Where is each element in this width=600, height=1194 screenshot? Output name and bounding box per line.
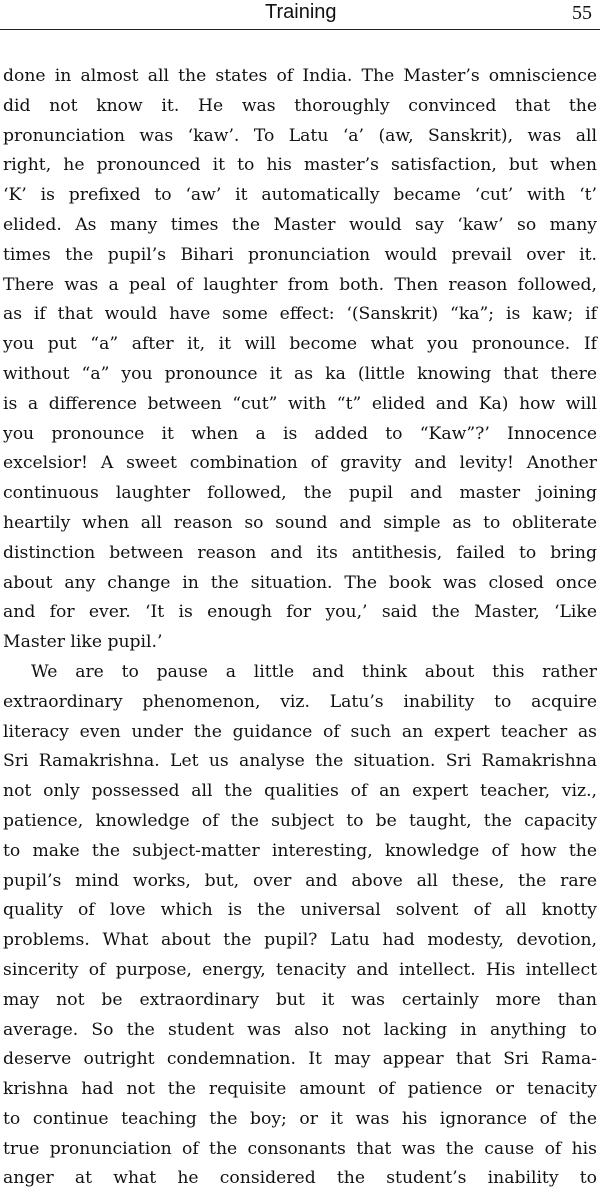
text-line: quality of love which is the universal solvent of all knotty bbox=[3, 900, 597, 921]
text-line: as if that would have some effect: ‘(Sanskrit) “ka”; is kaw; if bbox=[3, 304, 597, 325]
text-line: Sri Ramakrishna. Let us analyse the situation. Sri Ramakrishna bbox=[3, 751, 597, 772]
text-line: literacy even under the guidance of such an expert teacher as bbox=[3, 721, 597, 742]
text-line: to continue teaching the boy; or it was his ignorance of the bbox=[3, 1108, 597, 1129]
page-number: 55 bbox=[572, 2, 592, 24]
text-line: ‘K’ is prefixed to ‘aw’ it automatically became ‘cut’ with ‘t’ bbox=[3, 185, 597, 206]
text-line: deserve outright condemnation. It may appear that Sri Rama- bbox=[3, 1049, 597, 1070]
text-line: continuous laughter followed, the pupil and master joining bbox=[3, 483, 597, 504]
text-line: elided. As many times the Master would say ‘kaw’ so many bbox=[3, 214, 597, 235]
text-line: you put “a” after it, it will become what you pronounce. If bbox=[3, 334, 597, 355]
text-line: to make the subject-matter interesting, knowledge of how the bbox=[3, 840, 597, 861]
text-line: may not be extraordinary but it was certainly more than bbox=[3, 989, 597, 1010]
text-line: krishna had not the requisite amount of patience or tenacity bbox=[3, 1079, 597, 1100]
text-line: true pronunciation of the consonants that was the cause of his bbox=[3, 1138, 597, 1159]
page-header bbox=[0, 0, 600, 30]
text-line: average. So the student was also not lacking in anything to bbox=[3, 1019, 597, 1040]
text-line: pupil’s mind works, but, over and above all these, the rare bbox=[3, 870, 597, 891]
text-line: did not know it. He was thoroughly convinced that the bbox=[3, 95, 597, 116]
text-line: done in almost all the states of India. The Master’s omniscience bbox=[3, 66, 597, 86]
text-line: times the pupil’s Bihari pronunciation would prevail over it. bbox=[3, 244, 597, 265]
running-head: Training bbox=[265, 1, 337, 23]
text-line: sincerity of purpose, energy, tenacity and intellect. His intellect bbox=[3, 959, 597, 980]
text-line: distinction between reason and its antithesis, failed to bring bbox=[3, 542, 597, 563]
paragraph-start-line: We are to pause a little and think about this rather bbox=[31, 661, 597, 682]
text-line: pronunciation was ‘kaw’. To Latu ‘a’ (aw, Sanskrit), was all bbox=[3, 125, 597, 146]
paragraph-end-line: Master like pupil.’ bbox=[3, 632, 163, 653]
text-line: extraordinary phenomenon, viz. Latu’s inability to acquire bbox=[3, 691, 597, 712]
text-line: you pronounce it when a is added to “Kaw”?’ Innocence bbox=[3, 423, 597, 444]
text-line: right, he pronounced it to his master’s satisfaction, but when bbox=[3, 155, 597, 176]
text-line: not only possessed all the qualities of an expert teacher, viz., bbox=[3, 781, 597, 802]
text-line: and for ever. ‘It is enough for you,’ said the Master, ‘Like bbox=[3, 602, 597, 623]
text-line: is a difference between “cut” with “t” elided and Ka) how will bbox=[3, 393, 597, 414]
text-line: problems. What about the pupil? Latu had modesty, devotion, bbox=[3, 930, 597, 951]
body-text bbox=[3, 62, 597, 1194]
text-line: anger at what he considered the student’s inability to bbox=[3, 1168, 597, 1189]
text-line: about any change in the situation. The book was closed once bbox=[3, 572, 597, 593]
text-line: There was a peal of laughter from both. Then reason followed, bbox=[3, 274, 597, 295]
text-line: patience, knowledge of the subject to be taught, the capacity bbox=[3, 810, 597, 831]
text-line: heartily when all reason so sound and simple as to obliterate bbox=[3, 512, 597, 533]
text-line: excelsior! A sweet combination of gravity and levity! Another bbox=[3, 453, 597, 474]
text-line: without “a” you pronounce it as ka (little knowing that there bbox=[3, 363, 597, 384]
